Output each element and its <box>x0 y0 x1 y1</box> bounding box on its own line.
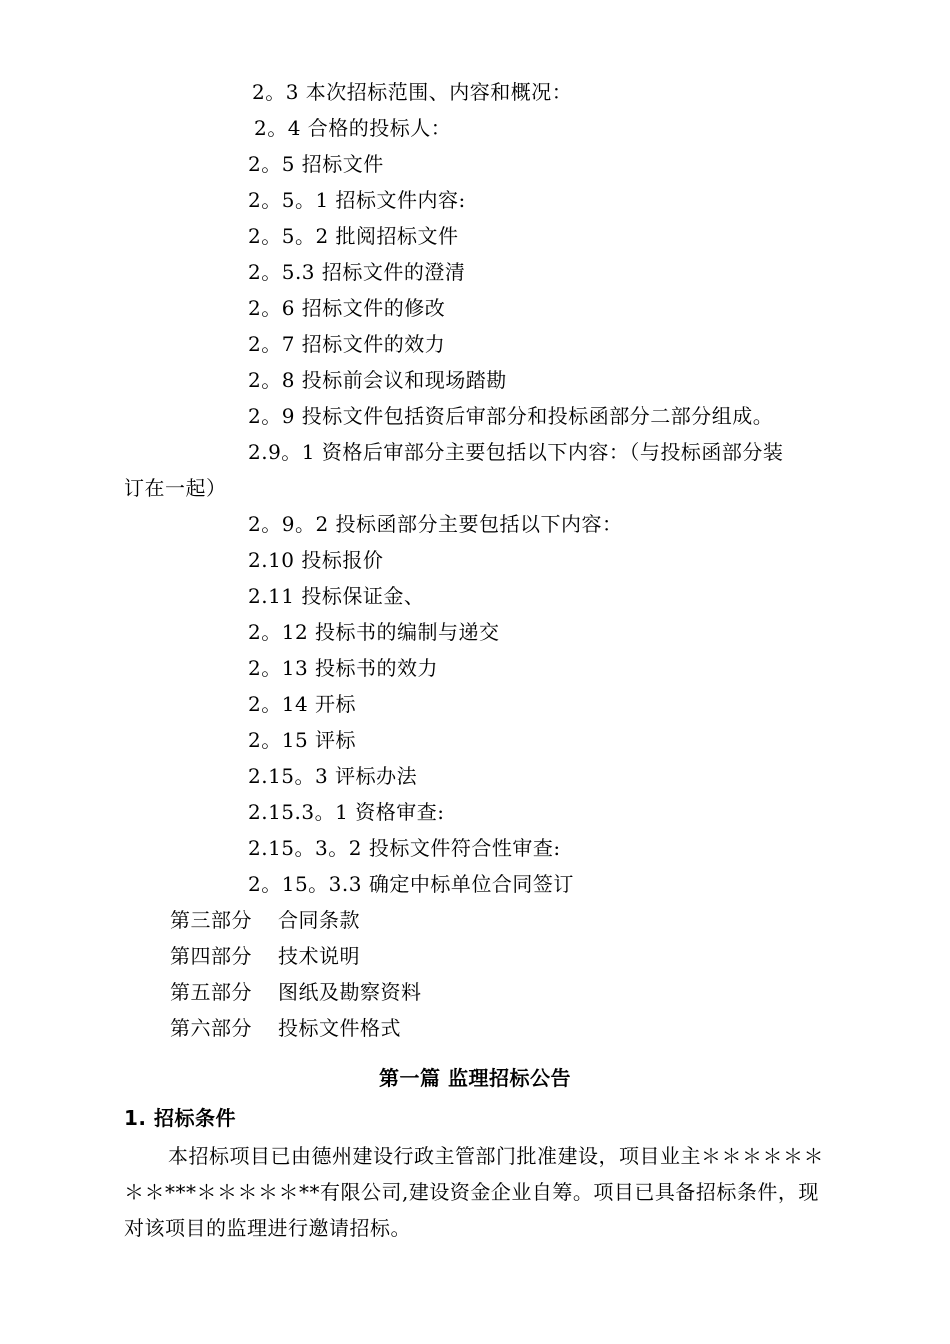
toc-item-continuation: 订在一起） <box>124 476 227 500</box>
toc-item: 2。12 投标书的编制与递交 <box>248 620 500 644</box>
chapter-title: 第一篇 监理招标公告 <box>379 1066 571 1090</box>
part-number: 第四部分 <box>170 944 252 968</box>
toc-item: 2。13 投标书的效力 <box>248 656 439 680</box>
part-number: 第三部分 <box>170 908 252 932</box>
toc-item: 2.15。3。2 投标文件符合性审查: <box>248 836 561 860</box>
part-name: 投标文件格式 <box>278 1016 401 1040</box>
toc-item: 2。8 投标前会议和现场踏勘 <box>248 368 507 392</box>
toc-item: 2.15。3 评标办法 <box>248 764 418 788</box>
part-number: 第六部分 <box>170 1016 252 1040</box>
toc-item: 2.9。1 资格后审部分主要包括以下内容：（与投标函部分装 <box>248 440 784 464</box>
toc-item: 2。6 招标文件的修改 <box>248 296 446 320</box>
toc-item: 2。15。3.3 确定中标单位合同签订 <box>248 872 574 896</box>
toc-item: 2。3 本次招标范围、内容和概况： <box>252 80 573 104</box>
part-number: 第五部分 <box>170 980 252 1004</box>
toc-item: 2.10 投标报价 <box>248 548 384 572</box>
toc-item: 2。14 开标 <box>248 692 357 716</box>
toc-item: 2。15 评标 <box>248 728 357 752</box>
section-paragraph: 本招标项目已由德州建设行政主管部门批准建设，项目业主＊＊＊＊＊＊＊＊***＊＊＊＊＊**有限公司,建设资金企业自筹。项目已具备招标条件，现对该项目的监理进行邀请招标。 <box>124 1144 824 1240</box>
section-heading: 1. 招标条件 <box>124 1106 236 1130</box>
toc-item: 2。5.3 招标文件的澄清 <box>248 260 466 284</box>
part-entry <box>170 1014 401 1042</box>
toc-item: 2。5。1 招标文件内容: <box>248 188 466 212</box>
part-name: 合同条款 <box>278 908 360 932</box>
toc-item: 2。7 招标文件的效力 <box>248 332 446 356</box>
toc-item: 2。5 招标文件 <box>248 152 384 176</box>
part-entry <box>170 906 360 934</box>
toc-item: 2。9 投标文件包括资后审部分和投标函部分二部分组成。 <box>248 404 774 428</box>
part-entry <box>170 978 422 1006</box>
toc-item: 2。5。2 批阅招标文件 <box>248 224 459 248</box>
part-name: 技术说明 <box>278 944 360 968</box>
part-name: 图纸及勘察资料 <box>278 980 422 1004</box>
part-entry <box>170 942 360 970</box>
toc-item: 2.15.3。1 资格审查: <box>248 800 445 824</box>
toc-item: 2.11 投标保证金、 <box>248 584 425 608</box>
toc-item: 2。9。2 投标函部分主要包括以下内容： <box>248 512 623 536</box>
toc-item: 2。4 合格的投标人： <box>254 116 452 140</box>
